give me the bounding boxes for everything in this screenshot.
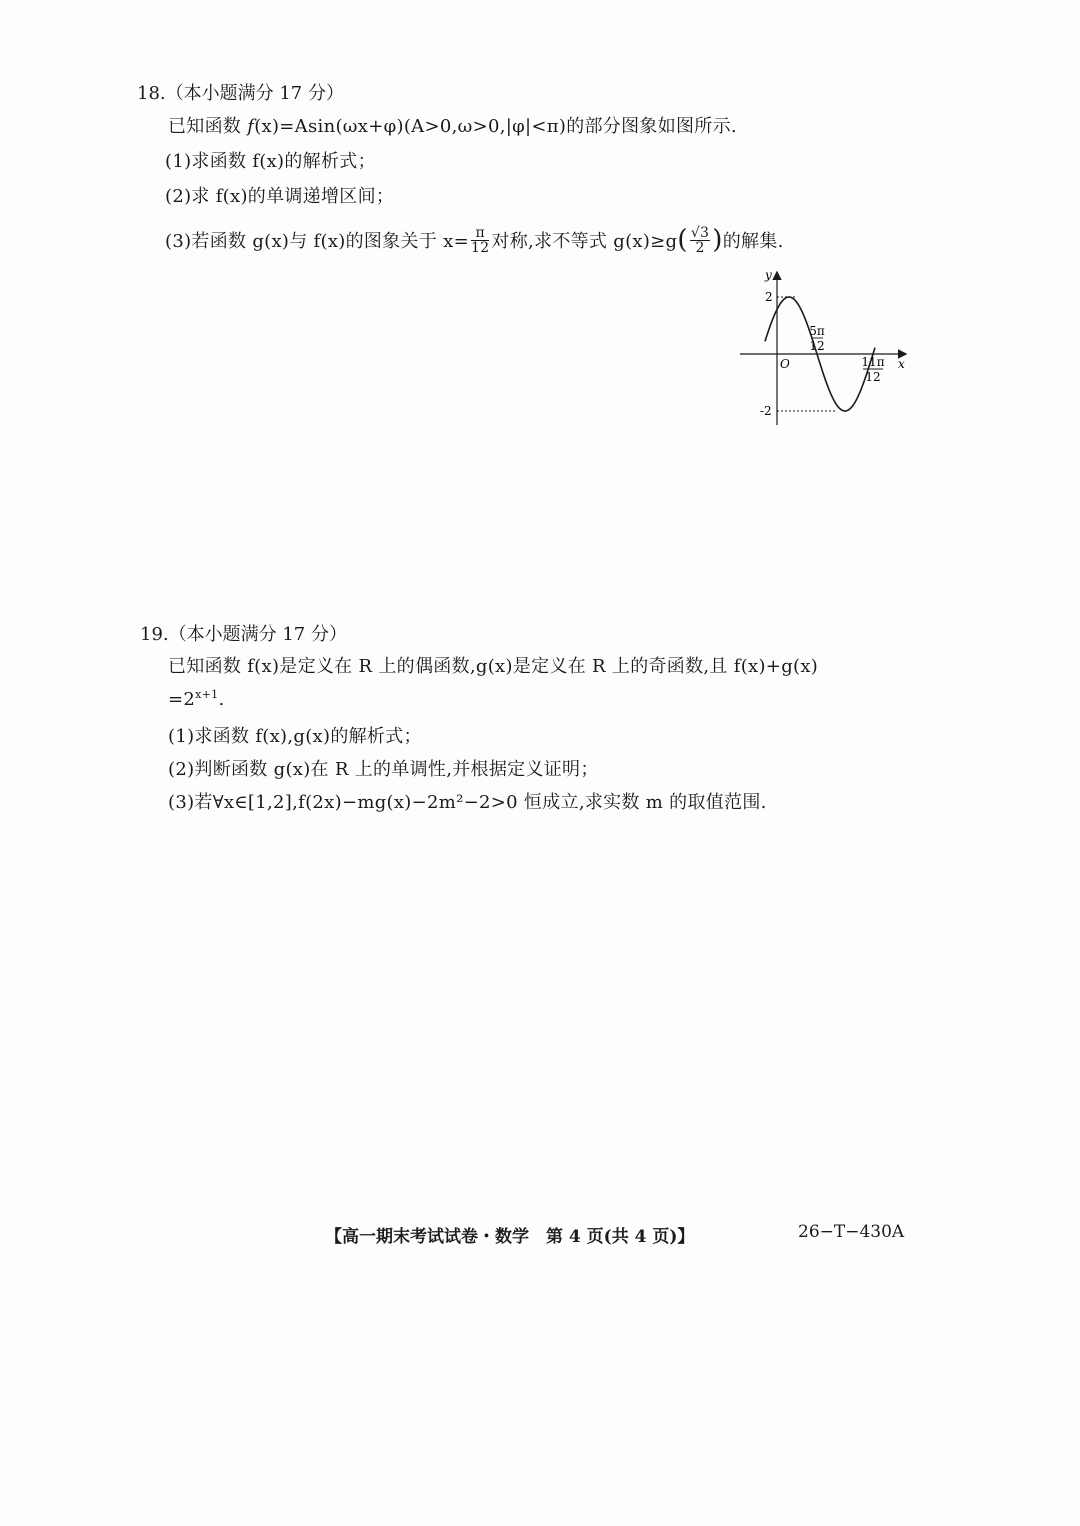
footer-title: 【高一期末考试试卷・数学 第 4 页(共 4 页)】 bbox=[325, 1227, 695, 1247]
q18-part3: (3)若函数 g(x)与 f(x)的图象关于 x= $\frac{\pi}{12}$ 对称,求不等式 g(x)≥g ( $\frac{√3}{2}$ ) 的解集. bbox=[165, 224, 784, 256]
q19-heading: 19.（本小题满分 17 分） bbox=[140, 624, 347, 645]
q19-stem-line2: $=2^{x+1}$. bbox=[168, 688, 225, 710]
y-max-label: 2 bbox=[765, 290, 773, 304]
tick-11pi-12-den: 12 bbox=[865, 370, 881, 384]
q19-stem-line1: 已知函数 f(x)是定义在 R 上的偶函数,g(x)是定义在 R 上的奇函数,且 f(x)+g(x) bbox=[168, 656, 819, 677]
y-axis-label: y bbox=[765, 268, 772, 282]
sine-graph bbox=[735, 265, 915, 430]
q18-part1: (1)求函数 f(x)的解析式； bbox=[165, 151, 376, 172]
tick-5pi-12-num: 5π bbox=[809, 324, 825, 338]
x-axis-label: x bbox=[898, 357, 905, 371]
tick-5pi-12-den: 12 bbox=[809, 339, 825, 353]
tick-11pi-12-num: 11π bbox=[861, 355, 885, 369]
y-min-label: -2 bbox=[760, 404, 772, 418]
q18-part2: (2)求 f(x)的单调递增区间； bbox=[165, 186, 395, 207]
origin-label: O bbox=[780, 357, 790, 371]
q18-heading: 18.（本小题满分 17 分） bbox=[137, 83, 344, 104]
footer-code: 26−T−430A bbox=[798, 1222, 905, 1242]
frac-pi-12: $\frac{\pi}{12}$ bbox=[470, 224, 490, 256]
frac-sqrt3-2: $\frac{√3}{2}$ bbox=[690, 224, 710, 256]
q18-stem: 已知函数 f(x)=Asin(ωx+φ)(A>0,ω>0,|φ|<π)的部分图象如图所示. bbox=[168, 116, 737, 137]
q19-part2: (2)判断函数 g(x)在 R 上的单调性,并根据定义证明； bbox=[168, 759, 599, 780]
q19-part3: (3)若∀x∈[1,2],f(2x)−mg(x)−2m²−2>0 恒成立,求实数 m 的取值范围. bbox=[168, 792, 767, 813]
q19-part1: (1)求函数 f(x),g(x)的解析式； bbox=[168, 726, 422, 747]
